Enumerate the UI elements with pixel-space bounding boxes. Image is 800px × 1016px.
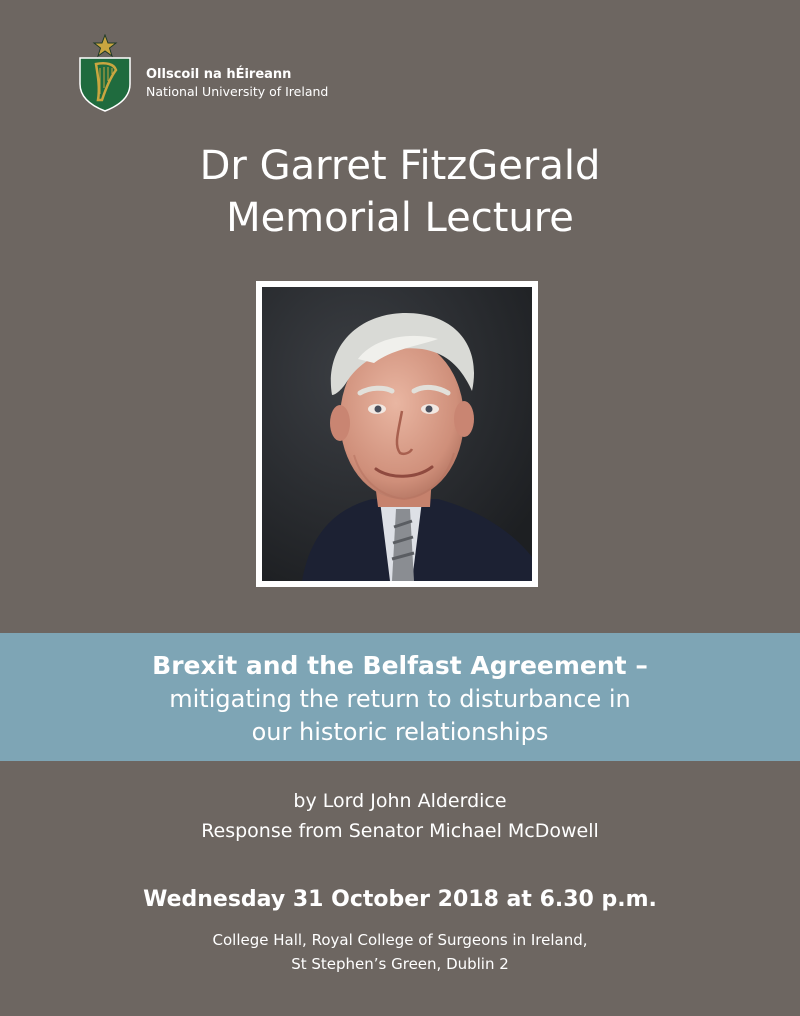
university-logo: [76, 34, 356, 114]
lecture-subtitle-line-1: mitigating the return to disturbance in: [169, 685, 631, 713]
respondent-name: Response from Senator Michael McDowell: [201, 820, 599, 842]
lecture-subtitle-line-2: our historic relationships: [251, 718, 549, 746]
title-line-2: Memorial Lecture: [226, 195, 574, 241]
speaker-name: by Lord John Alderdice: [293, 790, 507, 812]
harp-shield-icon: [76, 34, 134, 112]
star-icon: [94, 35, 116, 56]
event-datetime: Wednesday 31 October 2018 at 6.30 p.m.: [143, 887, 657, 912]
portrait-photo: [256, 281, 538, 587]
logo-name-irish: Ollscoil na hÉireann: [146, 67, 292, 82]
venue-line-2: St Stephen’s Green, Dublin 2: [291, 955, 509, 973]
venue-line-1: College Hall, Royal College of Surgeons in Ireland,: [212, 931, 588, 949]
logo-wordmark: [146, 66, 328, 100]
logo-name-english: National University of Ireland: [146, 84, 329, 99]
page-title: [0, 140, 800, 244]
lecture-title-band: [0, 633, 800, 761]
lecture-title: Brexit and the Belfast Agreement –: [152, 651, 648, 680]
title-line-1: Dr Garret FitzGerald: [199, 143, 601, 189]
event-venue: [0, 928, 800, 976]
speakers: [0, 786, 800, 846]
